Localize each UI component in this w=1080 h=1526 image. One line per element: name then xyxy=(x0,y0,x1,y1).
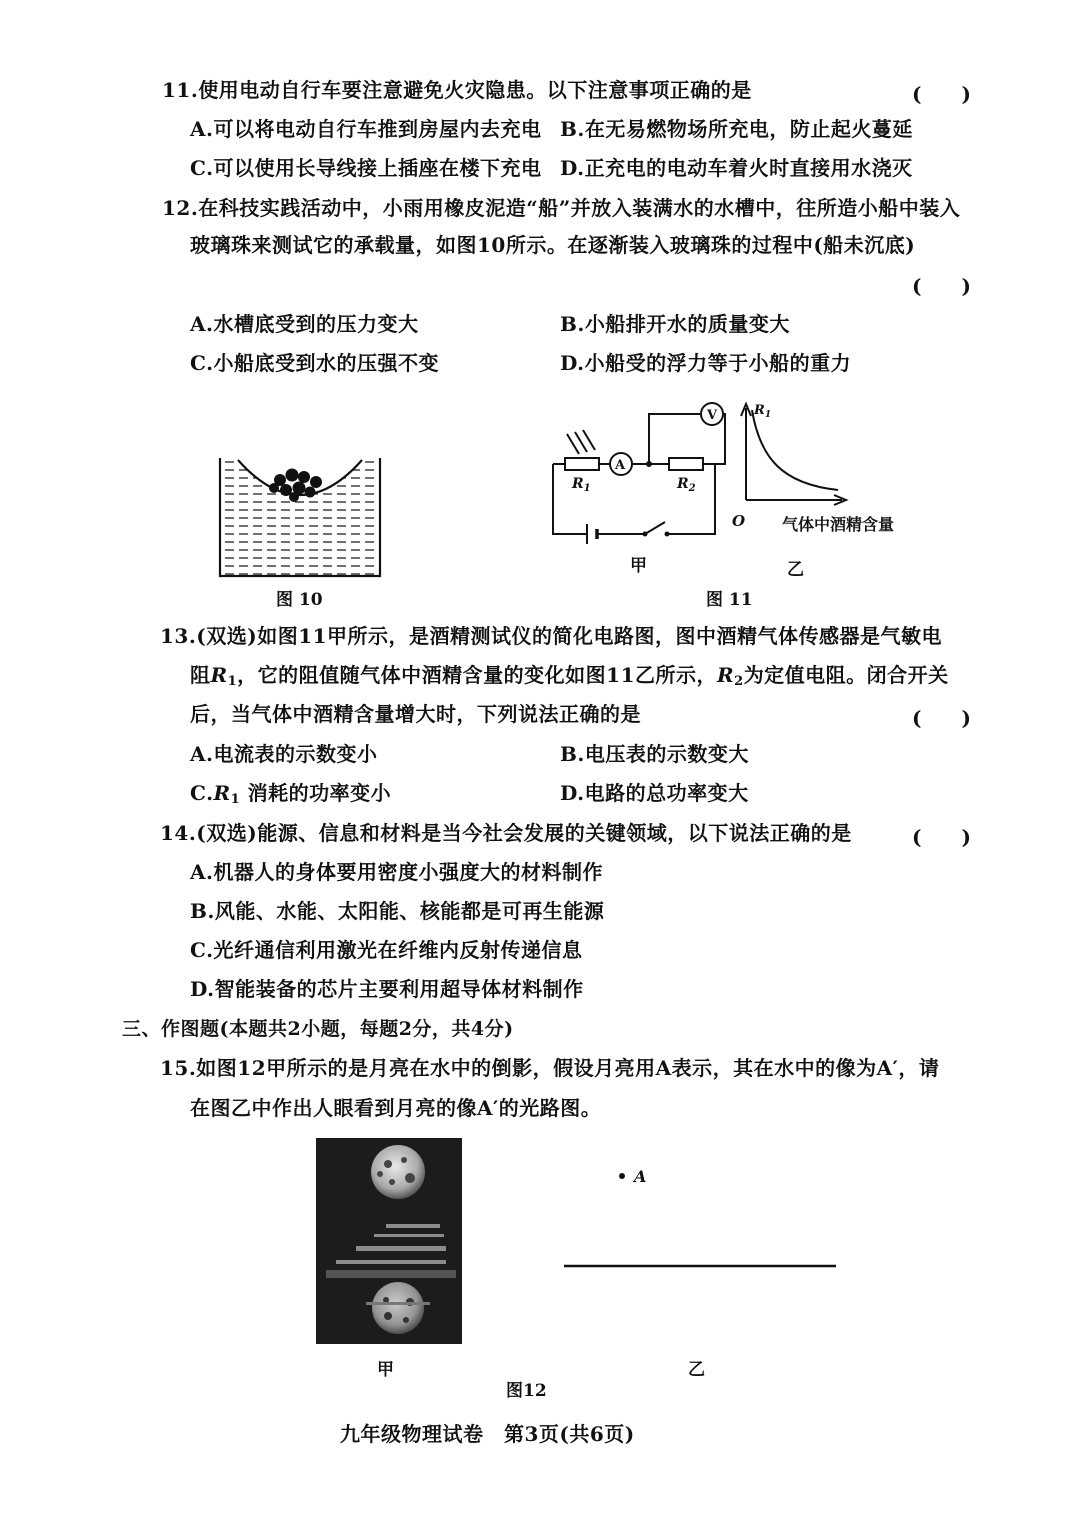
q13-option-c-subscript: 1 xyxy=(230,792,241,807)
section-3-heading: 三、作图题(本题共2小题，每题2分，共4分) xyxy=(122,1018,514,1040)
q11-option-c: C.可以使用长导线接上插座在楼下充电 xyxy=(190,156,542,180)
q13-option-a: A.电流表的示数变小 xyxy=(190,742,378,766)
q13-option-b: B.电压表的示数变大 xyxy=(560,742,749,766)
graph-x-axis-label: 气体中酒精含量 xyxy=(782,515,895,534)
figure-11-jia-label: 甲 xyxy=(630,556,647,576)
point-a-label: A xyxy=(634,1167,647,1186)
q13-option-c xyxy=(190,780,391,813)
q12-stem-line1: 12.在科技实践活动中，小雨用橡皮泥造“船”并放入装满水的水槽中，往所造小船中装入 xyxy=(162,196,961,220)
q11-option-d: D.正充电的电动车着火时直接用水浇灭 xyxy=(560,156,913,180)
q13-option-c-r-symbol: R xyxy=(213,781,231,805)
q13-stem-line2-end: 为定值电阻。闭合开关 xyxy=(743,663,949,687)
q13-option-c-text: 消耗的功率变小 xyxy=(247,781,392,805)
q13-r1-subscript: 1 xyxy=(227,674,238,689)
q14-answer-paren: ( ) xyxy=(912,825,971,849)
q12-option-d: D.小船受的浮力等于小船的重力 xyxy=(560,351,852,375)
q12-option-b: B.小船排开水的质量变大 xyxy=(560,312,790,336)
q13-stem-line3: 后，当气体中酒精含量增大时，下列说法正确的是 xyxy=(190,702,641,726)
q14-option-c: C.光纤通信利用激光在纤维内反射传递信息 xyxy=(190,938,583,962)
q14-option-a: A.机器人的身体要用密度小强度大的材料制作 xyxy=(190,860,603,884)
figure-10-water-tank xyxy=(210,450,390,582)
q14-stem: 14.(双选)能源、信息和材料是当今社会发展的关键领域，以下说法正确的是 xyxy=(160,821,852,845)
figure-11-caption: 图 11 xyxy=(706,590,753,610)
r2-label: R xyxy=(677,476,689,492)
q12-option-c: C.小船底受到水的压强不变 xyxy=(190,351,440,375)
voltmeter-label: V xyxy=(707,408,718,423)
figure-12-jia-label: 甲 xyxy=(377,1360,394,1380)
ammeter-label: A xyxy=(615,458,626,473)
svg-text:R2 xyxy=(676,476,696,494)
graph-y-axis-label: R xyxy=(754,403,765,418)
svg-text:R1 xyxy=(571,476,591,494)
point-a xyxy=(619,1173,625,1179)
q14-option-d: D.智能装备的芯片主要利用超导体材料制作 xyxy=(190,977,584,1001)
q12-answer-paren: ( ) xyxy=(912,274,971,298)
q13-stem-line2-start: 阻 xyxy=(190,663,211,687)
q13-stem-line2 xyxy=(190,662,949,695)
page-footer: 九年级物理试卷 第3页(共6页) xyxy=(340,1422,635,1446)
r1-subscript: 1 xyxy=(583,483,591,494)
q11-answer-paren: ( ) xyxy=(912,82,971,106)
q11-option-a: A.可以将电动自行车推到房屋内去充电 xyxy=(190,117,542,141)
figure-12-yi-label: 乙 xyxy=(688,1360,705,1380)
r2-subscript: 2 xyxy=(688,483,696,494)
q13-option-d: D.电路的总功率变大 xyxy=(560,781,749,805)
q12-stem-line2: 玻璃珠来测试它的承载量，如图10所示。在逐渐装入玻璃珠的过程中(船未沉底) xyxy=(190,233,916,257)
q12-option-a: A.水槽底受到的压力变大 xyxy=(190,312,419,336)
q13-answer-paren: ( ) xyxy=(912,706,971,730)
q15-stem-line1: 15.如图12甲所示的是月亮在水中的倒影，假设月亮用A表示，其在水中的像为A′，请 xyxy=(160,1056,940,1080)
r1-label: R xyxy=(572,476,584,492)
figure-11-circuit xyxy=(545,392,735,552)
figure-11-r1-graph xyxy=(730,396,930,538)
q13-r1-symbol: R xyxy=(210,663,228,687)
graph-y-axis-subscript: 1 xyxy=(764,410,772,420)
moon-reflection xyxy=(372,1282,424,1334)
r1-curve xyxy=(752,410,838,490)
figure-12-caption: 图12 xyxy=(506,1381,547,1401)
figure-12-drawing-area xyxy=(560,1158,840,1278)
q11-stem: 11.使用电动自行车要注意避免火灾隐患。以下注意事项正确的是 xyxy=(162,78,752,102)
q11-option-b: B.在无易燃物场所充电，防止起火蔓延 xyxy=(560,117,913,141)
q13-option-c-prefix: C. xyxy=(190,781,214,805)
q14-option-b: B.风能、水能、太阳能、核能都是可再生能源 xyxy=(190,899,605,923)
q13-stem-line2-mid: ，它的阻值随气体中酒精含量的变化如图11乙所示， xyxy=(237,663,718,687)
graph-origin-label: O xyxy=(732,512,746,530)
figure-11-yi-label: 乙 xyxy=(787,560,804,580)
q13-r2-symbol: R xyxy=(717,663,735,687)
q15-stem-line2: 在图乙中作出人眼看到月亮的像A′的光路图。 xyxy=(190,1096,602,1120)
q13-r2-subscript: 2 xyxy=(734,674,744,689)
svg-text:R1 xyxy=(753,403,771,420)
figure-10-caption: 图 10 xyxy=(276,590,323,610)
figure-12-moon-photo xyxy=(316,1138,462,1344)
q13-stem-line1: 13.(双选)如图11甲所示，是酒精测试仪的简化电路图，图中酒精气体传感器是气敏电 xyxy=(160,624,943,648)
